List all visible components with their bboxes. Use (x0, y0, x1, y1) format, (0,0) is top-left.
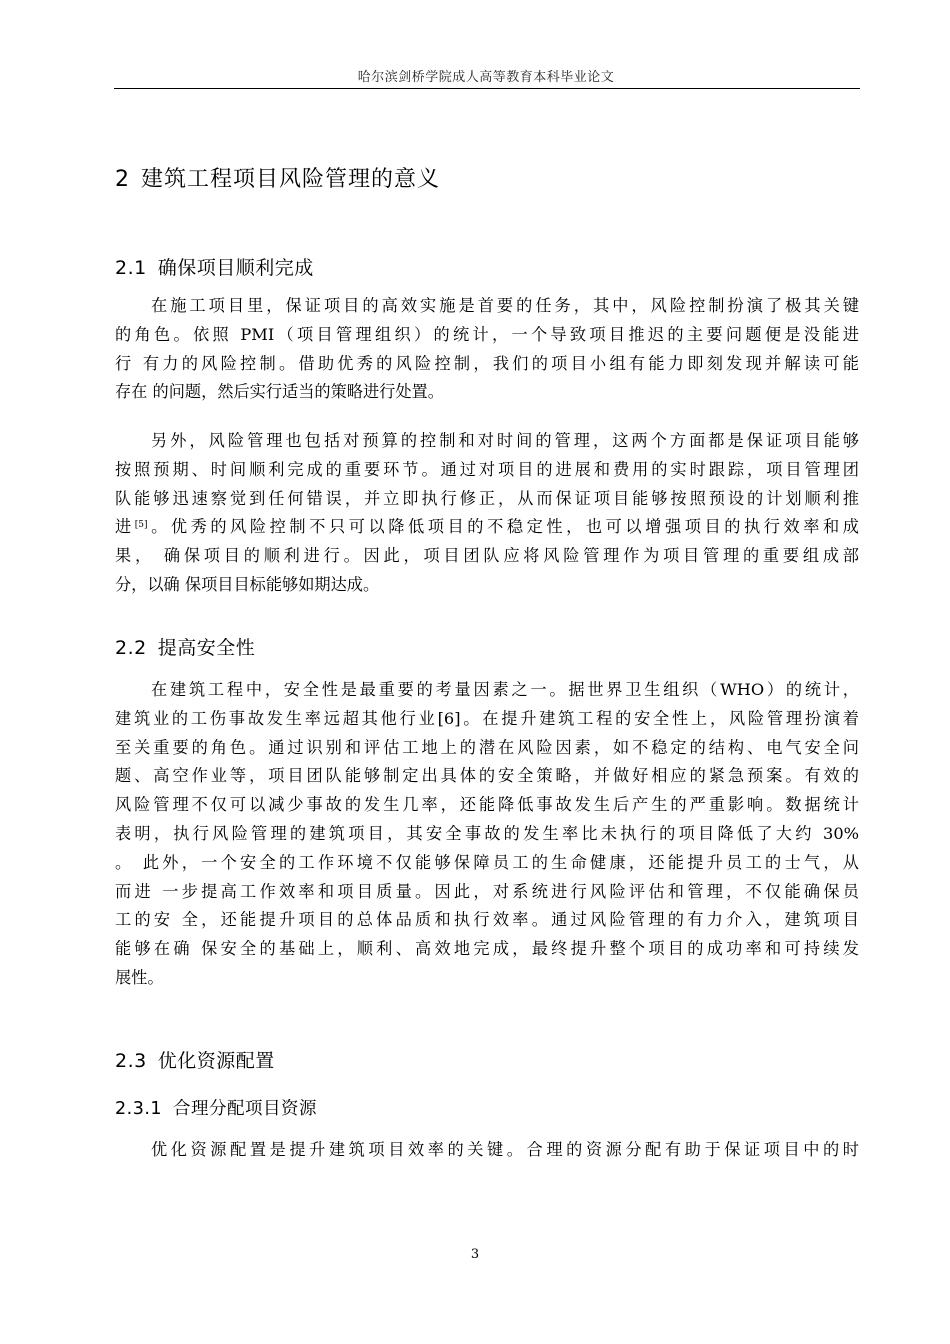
section-number: 2.3 (115, 1050, 147, 1072)
section-number: 2.2 (115, 637, 147, 659)
chapter-title: 建筑工程项目风险管理的意义 (141, 167, 441, 192)
text-line: 建筑业的工伤事故发生率远超其他行业[6]。在提升建筑工程的安全性上，风险管理扮演着 (115, 708, 859, 728)
text-line: 分，以确 保项目目标能够如期达成。 (115, 574, 380, 594)
text-line: 存在 的问题，然后实行适当的策略进行处置。 (115, 382, 444, 402)
text-line: 队能够迅速察觉到任何错误，并立即执行修正，从而保证项目能够按照预设的计划顺利推 (115, 488, 859, 508)
paragraph-2-3-1 (115, 1136, 859, 1165)
subsection-title: 合理分配项目资源 (173, 1099, 318, 1119)
text-line: 在建筑工程中，安全性是最重要的考量因素之一。据世界卫生组织（WHO）的统计， (151, 680, 859, 699)
citation-ref: [5] (134, 520, 148, 531)
running-header: 哈尔滨剑桥学院成人高等教育本科毕业论文 (357, 70, 615, 85)
text-line: 能够在确 保安全的基础上，顺利、高效地完成，最终提升整个项目的成功率和可持续发 (115, 939, 859, 959)
section-number: 2.1 (115, 257, 147, 279)
text-line: 题、高空作业等，项目团队能够制定出具体的安全策略，并做好相应的紧急预案。有效的 (115, 766, 859, 786)
text-line: 风险管理不仅可以减少事故的发生几率，还能降低事故发生后产生的严重影响。数据统计 (115, 795, 859, 815)
chapter-number: 2 (115, 167, 130, 192)
text-line: 在施工项目里，保证项目的高效实施是首要的任务，其中，风险控制扮演了极其关键 (151, 296, 859, 315)
section-title: 优化资源配置 (157, 1050, 275, 1072)
text-line: 优化资源配置是提升建筑项目效率的关键。合理的资源分配有助于保证项目中的时 (151, 1140, 859, 1159)
text-line: 至关重要的角色。通过识别和评估工地上的潜在风险因素，如不稳定的结构、电气安全问 (115, 737, 859, 757)
text-line: 工的安 全，还能提升项目的总体品质和执行效率。通过风险管理的有力介入，建筑项目 (115, 910, 859, 930)
subsection-heading-2-3-1 (115, 1095, 317, 1120)
text-line: 果， 确保项目的顺利进行。因此，项目团队应将风险管理作为项目管理的重要组成部 (115, 546, 859, 566)
text-fragment: 进 (115, 517, 135, 537)
section-title: 确保项目顺利完成 (157, 257, 314, 279)
text-line: 另外，风险管理也包括对预算的控制和对时间的管理，这两个方面都是保证项目能够 (151, 431, 859, 450)
header-rule (114, 88, 860, 89)
text-line: 而进 一步提高工作效率和项目质量。因此，对系统进行风险评估和管理，不仅能确保员 (115, 881, 859, 901)
section-title: 提高安全性 (157, 637, 256, 659)
text-line: 行 有力的风险控制。借助优秀的风险控制，我们的项目小组有能力即刻发现并解读可能 (115, 353, 859, 373)
text-fragment: 。优秀的风险控制不只可以降低项目的不稳定性，也可以增强项目的执行效率和成 (147, 517, 859, 537)
subsection-number: 2.3.1 (115, 1099, 163, 1119)
page-number: 3 (470, 1247, 480, 1262)
paragraph-2-2 (115, 676, 859, 993)
text-line: 按照预期、时间顺利完成的重要环节。通过对项目的进展和费用的实时跟踪，项目管理团 (115, 459, 859, 479)
paragraph-2-1-b (115, 427, 859, 600)
section-heading-2-1 (115, 253, 314, 280)
paragraph-2-1-a (115, 292, 859, 407)
text-line-with-citation (115, 513, 859, 542)
text-line: 表明，执行风险管理的建筑项目，其安全事故的发生率比未执行的项目降低了大约 30% (115, 823, 859, 843)
text-line: 的角色。依照 PMI（项目管理组织）的统计，一个导致项目推迟的主要问题便是没能进 (115, 324, 859, 344)
section-heading-2-3 (115, 1046, 275, 1073)
text-line: 展性。 (115, 967, 164, 987)
text-line: 。 此外，一个安全的工作环境不仅能够保障员工的生命健康，还能提升员工的士气，从 (115, 852, 859, 872)
section-heading-2-2 (115, 633, 255, 660)
chapter-heading (115, 162, 440, 193)
